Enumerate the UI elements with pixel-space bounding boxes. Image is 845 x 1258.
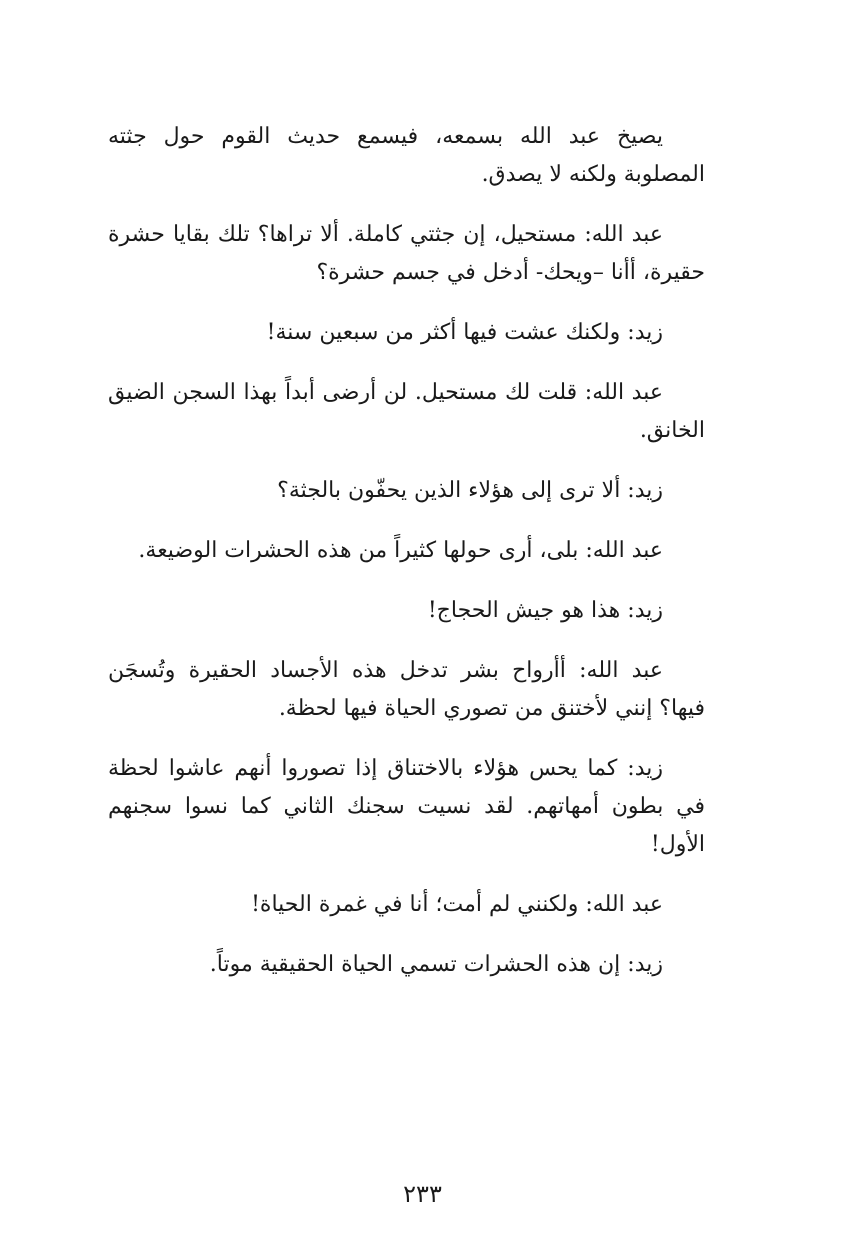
paragraph-dialogue: عبد الله: بلى، أرى حولها كثيراً من هذه الحشرات الوضيعة. <box>138 538 663 563</box>
paragraph-dialogue: عبد الله: مستحيل، إن جثتي كاملة. ألا تراها؟ تلك بقايا حشرة حقيرة، أأنا –ويحك- أدخل في جسم حشرة؟ <box>108 222 705 285</box>
page-body-text <box>108 118 705 1006</box>
paragraph-dialogue: زيد: هذا هو جيش الحجاج! <box>427 598 663 623</box>
page-number: ٢٣٣ <box>403 1180 442 1208</box>
paragraph-narration: يصيخ عبد الله بسمعه، فيسمع حديث القوم حول جثته المصلوبة ولكنه لا يصدق. <box>108 124 705 187</box>
paragraph-dialogue: عبد الله: قلت لك مستحيل. لن أرضى أبداً بهذا السجن الضيق الخانق. <box>108 380 705 443</box>
paragraph-dialogue: زيد: ألا ترى إلى هؤلاء الذين يحفّون بالجثة؟ <box>277 478 663 503</box>
paragraph-dialogue: زيد: كما يحس هؤلاء بالاختناق إذا تصوروا أنهم عاشوا لحظة في بطون أمهاتهم. لقد نسيت سجنك الثاني كما نسوا سجنهم الأول! <box>108 756 705 857</box>
paragraph-dialogue: عبد الله: ولكنني لم أمت؛ أنا في غمرة الحياة! <box>251 892 663 917</box>
paragraph-dialogue: زيد: ولكنك عشت فيها أكثر من سبعين سنة! <box>266 320 663 345</box>
paragraph-dialogue: زيد: إن هذه الحشرات تسمي الحياة الحقيقية موتاً. <box>209 952 663 977</box>
paragraph-dialogue: عبد الله: أأرواح بشر تدخل هذه الأجساد الحقيرة وتُسجَن فيها؟ إنني لأختنق من تصوري الحياة فيها لحظة. <box>108 658 705 721</box>
